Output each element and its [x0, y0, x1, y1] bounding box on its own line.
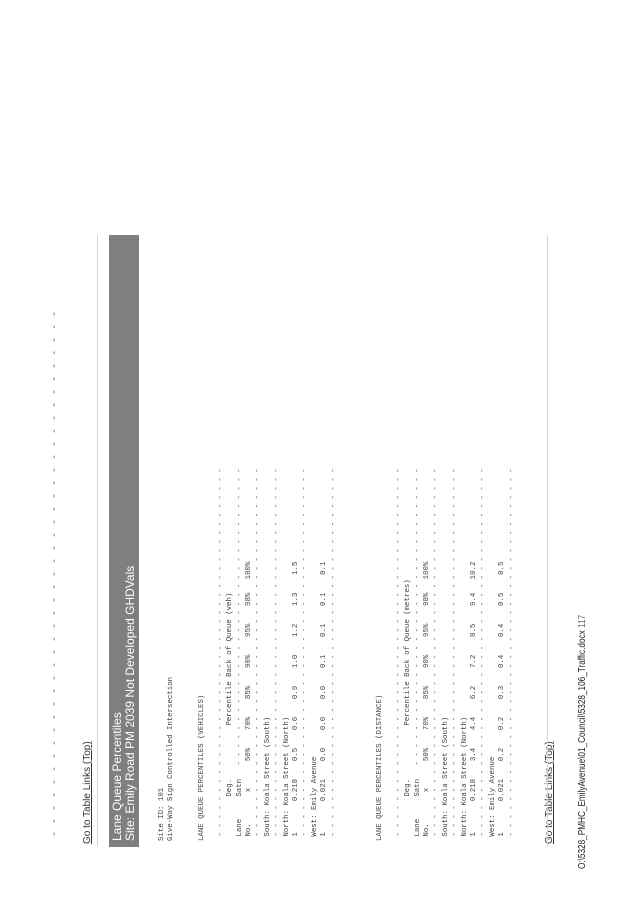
site-info: [158, 677, 177, 841]
top-dash-rule: - - - - - - - - - - - - - - - - - - - - - - - - - - - - - - - - - - - - - - - - -: [50, 310, 61, 837]
document-footer: [577, 615, 588, 869]
page-number: 117: [577, 614, 588, 628]
vehicles-table-title: LANE QUEUE PERCENTILES (VEHICLES): [198, 694, 206, 841]
section-divider-top: [97, 235, 98, 847]
site-type: Give-Way Sign Controlled Intersection: [167, 676, 176, 841]
section-banner: [109, 235, 139, 847]
site-id: Site ID: 101: [158, 787, 166, 841]
table-links-top-link[interactable]: Go to Table Links (Top): [82, 741, 93, 844]
distance-table: [376, 468, 517, 841]
vehicles-table: [198, 468, 339, 841]
banner-subtitle: Site: Emily Road PM 2039 Not Developed GHDVals: [123, 565, 137, 841]
table-links-bottom-link[interactable]: Go to Table Links (Top): [544, 741, 555, 844]
distance-table-title: LANE QUEUE PERCENTILES (DISTANCE): [376, 694, 384, 841]
section-divider-bottom: [547, 235, 548, 847]
footer-path: O:\5328_PMHC_EmilyAvenue\01_Council\5328_106_Traffic.docx: [577, 630, 588, 869]
vehicles-table-body: - - - - - - - - - - - - - - - - - - - - - - - - - - - - - - - - - - - - - - - - - - Deg. Percentile Back of Queue (veh) Lane Satn - - - - - - - - - - - - - - - - - - - - - - - - - - - - - - - - - - No. x 50% 70% 85% 90% 95% 98% 100% - - - - - - - - - - - - - - - - - - - - - - - - - - - - - - - - - - - - - - - - - - South: Koala Street (South) - - - - - - - - - - - - - - - - - - - - - - - - - - - - - - - - - - - - - - - - - - North: Koala Street (North) 1 0.218 0.5 0.6 0.9 1.0 1.2 1.3 1.5 - - - - - - - - - - - - - - - - - - - - - - - - - - - - - - - - - - - - - - - - - - West: Emily Avenue 1 0.021 0.0 0.0 0.0 0.1 0.1 0.1 0.1 - - - - - - - - - - - - - - - - - - - - - - - - - - - - - - - - - - - - - - - - - -: [216, 468, 338, 837]
banner-title: Lane Queue Percentiles: [110, 712, 124, 841]
distance-table-body: - - - - - - - - - - - - - - - - - - - - - - - - - - - - - - - - - - - - - - - - - - Deg. Percentile Back of Queue (metres) Lane Satn - - - - - - - - - - - - - - - - - - - - - - - - - - - - - - - - - - No. x 50% 70% 85% 90% 95% 98% 100% - - - - - - - - - - - - - - - - - - - - - - - - - - - - - - - - - - - - - - - - - - South: Koala Street (South) - - - - - - - - - - - - - - - - - - - - - - - - - - - - - - - - - - - - - - - - - - North: Koala Street (North) 1 0.218 3.4 4.4 6.2 7.2 8.5 9.4 10.2 - - - - - - - - - - - - - - - - - - - - - - - - - - - - - - - - - - - - - - - - - - West: Emily Avenue 1 0.021 0.2 0.2 0.3 0.4 0.4 0.5 0.5 - - - - - - - - - - - - - - - - - - - - - - - - - - - - - - - - - - - - - - - - - -: [394, 468, 516, 837]
